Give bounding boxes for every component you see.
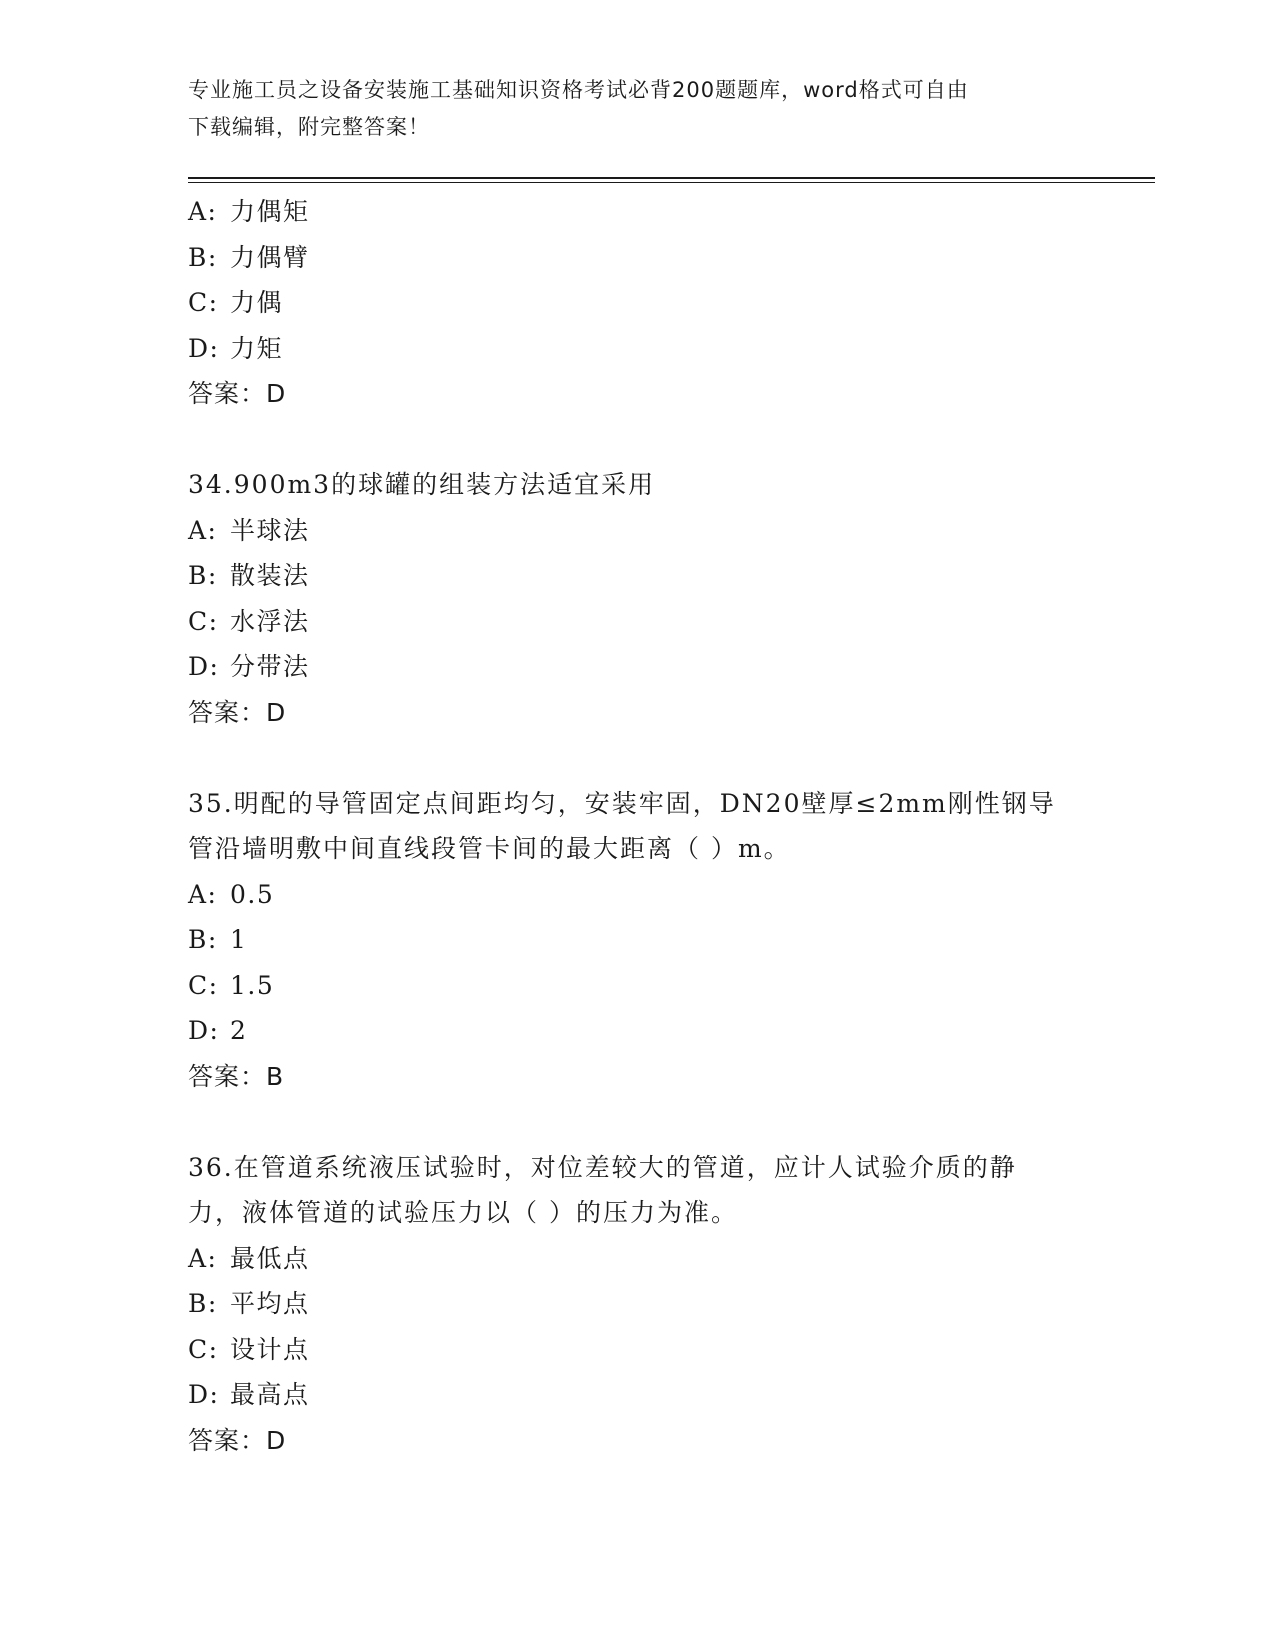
- option-text: 散装法: [230, 561, 310, 590]
- option-c: [188, 963, 1088, 1009]
- spacer: [188, 1099, 1088, 1145]
- option-label: B:: [188, 561, 218, 590]
- option-label: A:: [188, 1243, 218, 1273]
- question-text-line-1: 36.在管道系统液压试验时，对位差较大的管道，应计人试验介质的静: [188, 1152, 1017, 1182]
- option-label: B:: [188, 242, 218, 272]
- option-label: D:: [188, 1380, 220, 1409]
- option-b: [188, 917, 1088, 963]
- option-label: C:: [188, 606, 219, 636]
- option-a: [188, 1236, 1088, 1282]
- document-header: [188, 72, 1088, 146]
- spacer: [188, 735, 1088, 781]
- option-text: 平均点: [230, 1289, 310, 1318]
- option-text: 0.5: [230, 879, 275, 909]
- question-list: [188, 189, 1088, 1463]
- question-34: [188, 462, 1088, 735]
- option-label: D:: [188, 333, 220, 363]
- option-text: 水浮法: [230, 606, 310, 636]
- header-line-1: 专业施工员之设备安装施工基础知识资格考试必背200题题库，word格式可自由: [188, 78, 969, 102]
- option-label: C:: [188, 1334, 219, 1364]
- option-c: [188, 599, 1088, 645]
- option-label: B:: [188, 925, 218, 954]
- option-label: C:: [188, 288, 219, 317]
- option-text: 力偶矩: [230, 197, 310, 226]
- option-text: 半球法: [230, 515, 310, 545]
- spacer: [188, 417, 1088, 463]
- option-text: 力偶臂: [230, 242, 310, 272]
- option-c: [188, 1327, 1088, 1373]
- option-label: D:: [188, 652, 220, 681]
- question-text-line-2: 管沿墙明敷中间直线段管卡间的最大距离（ ）m。: [188, 834, 791, 863]
- option-b: [188, 1281, 1088, 1327]
- question-35: [188, 781, 1088, 1100]
- option-text: 1: [230, 925, 248, 954]
- option-label: A:: [188, 197, 218, 226]
- question-text-line-2: 力，液体管道的试验压力以（ ）的压力为准。: [188, 1198, 738, 1227]
- answer-line: 答案：D: [188, 379, 287, 408]
- option-a: [188, 872, 1088, 918]
- option-label: A:: [188, 515, 218, 545]
- option-d: [188, 1008, 1088, 1054]
- option-a: [188, 189, 1088, 235]
- option-d: [188, 326, 1088, 372]
- option-text: 设计点: [230, 1334, 310, 1364]
- option-b: [188, 235, 1088, 281]
- option-label: A:: [188, 879, 218, 909]
- option-label: D:: [188, 1016, 220, 1045]
- option-label: C:: [188, 970, 219, 1000]
- question-36: [188, 1145, 1088, 1464]
- header-divider: [188, 177, 1155, 183]
- answer-line: 答案：D: [188, 1425, 287, 1455]
- option-c: [188, 280, 1088, 326]
- answer-line: 答案：B: [188, 1061, 285, 1091]
- option-text: 分带法: [230, 652, 310, 681]
- header-line-2: 下载编辑，附完整答案！: [188, 115, 430, 139]
- question-text: 34.900m3的球罐的组装方法适宜采用: [188, 470, 656, 499]
- option-d: [188, 1372, 1088, 1418]
- option-text: 力矩: [230, 333, 284, 363]
- option-text: 最低点: [230, 1243, 310, 1273]
- option-label: B:: [188, 1289, 218, 1318]
- question-33: [188, 189, 1088, 417]
- answer-line: 答案：D: [188, 697, 287, 727]
- option-text: 力偶: [230, 288, 284, 317]
- question-text-line-1: 35.明配的导管固定点间距均匀，安装牢固，DN20壁厚≤2mm刚性钢导: [188, 788, 1056, 818]
- option-b: [188, 553, 1088, 599]
- option-a: [188, 508, 1088, 554]
- option-text: 最高点: [230, 1380, 310, 1409]
- option-text: 2: [230, 1016, 248, 1045]
- option-text: 1.5: [230, 970, 275, 1000]
- option-d: [188, 644, 1088, 690]
